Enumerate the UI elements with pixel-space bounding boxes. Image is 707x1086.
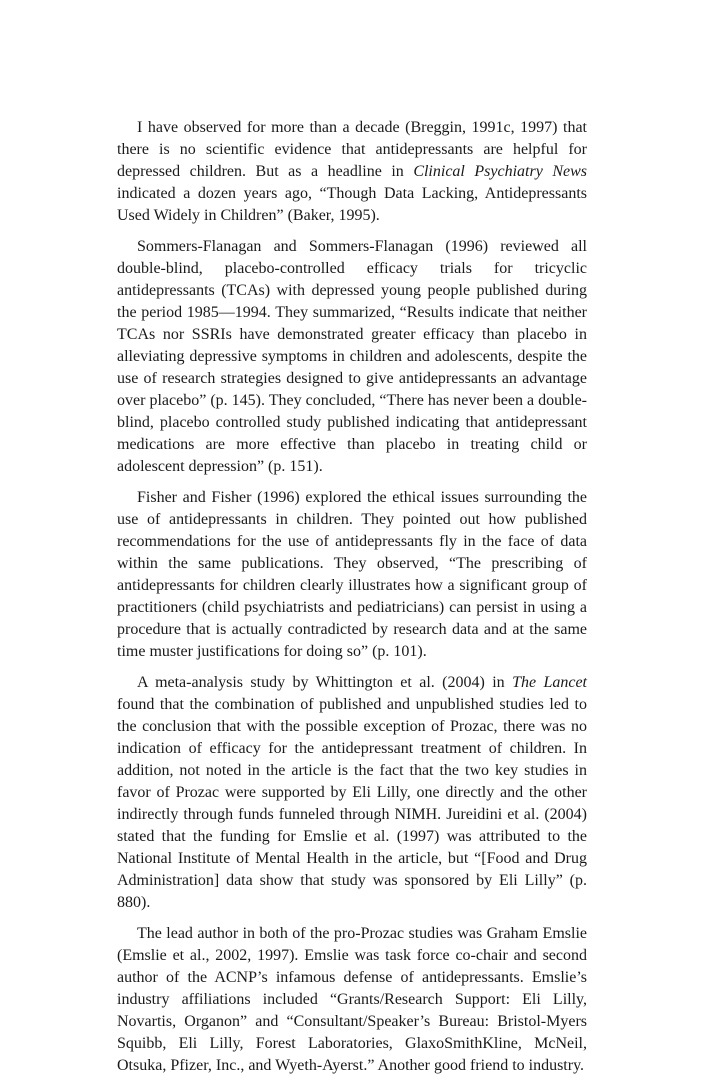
text-run: Sommers-Flanagan and Sommers-Flanagan (1996) reviewed all double-blind, placebo-controlled efficacy trials for tricyclic antidepressants (TCAs) with depressed young people published during the period 1985—1994. They summarized, “Results indicate that neither TCAs nor SSRIs have demonstrated greater efficacy than placebo in alleviating depressive symptoms in children and adolescents, despite the use of research strategies designed to give antidepressants an advantage over placebo” (p. 145). They concluded, “There has never been a double-blind, placebo controlled study published indicating that antidepressant medications are more effective than placebo in treating child or adolescent depression” (p. 151). xyxy=(117,238,587,475)
paragraph-2 xyxy=(117,236,587,478)
publication-title: Clinical Psychiatry News xyxy=(413,163,587,180)
text-run: found that the combination of published and unpublished studies led to the conclusion that with the possible exception of Prozac, there was no indication of efficacy for the antidepressant treatment of children. In addition, not noted in the article is the fact that the two key studies in favor of Prozac were supported by Eli Lilly, one directly and the other indirectly through funds funneled through NIMH. Jureidini et al. (2004) stated that the funding for Emslie et al. (1997) was attributed to the National Institute of Mental Health in the article, but “[Food and Drug Administration] data show that study was sponsored by Eli Lilly” (p. 880). xyxy=(117,696,587,911)
paragraph-1 xyxy=(117,117,587,227)
paragraph-4 xyxy=(117,672,587,914)
paragraph-3 xyxy=(117,487,587,663)
text-run: The lead author in both of the pro-Prozac studies was Graham Emslie (Emslie et al., 2002, 1997). Emslie was task force co-chair and second author of the ACNP’s infamous defense of antidepressants. Emslie’s industry affiliations included “Grants/Research Support: Eli Lilly, Novartis, Organon” and “Consultant/Speaker’s Bureau: Bristol-Myers Squibb, Eli Lilly, Forest Laboratories, GlaxoSmithKline, McNeil, Otsuka, Pfizer, Inc., and Wyeth-Ayerst.” Another good friend to industry. xyxy=(117,925,587,1074)
text-run: indicated a dozen years ago, “Though Data Lacking, Antidepressants Used Widely in Children” (Baker, 1995). xyxy=(117,185,587,224)
text-run: Fisher and Fisher (1996) explored the ethical issues surrounding the use of antidepressants in children. They pointed out how published recommendations for the use of antidepressants fly in the face of data within the same publications. They observed, “The prescribing of antidepressants for children clearly illustrates how a significant group of practitioners (child psychiatrists and pediatricians) can persist in using a procedure that is actually contradicted by research data and at the same time muster justifications for doing so” (p. 101). xyxy=(117,489,587,660)
body-text xyxy=(117,117,587,1086)
text-run: I have observed for more than a decade (Breggin, 1991c, 1997) that there is no scientific evidence that antidepressants are helpful for depressed children. But as a headline in xyxy=(117,119,587,180)
paragraph-5 xyxy=(117,923,587,1077)
publication-title: The Lancet xyxy=(512,674,587,691)
text-run: A meta-analysis study by Whittington et al. (2004) in xyxy=(137,674,513,691)
